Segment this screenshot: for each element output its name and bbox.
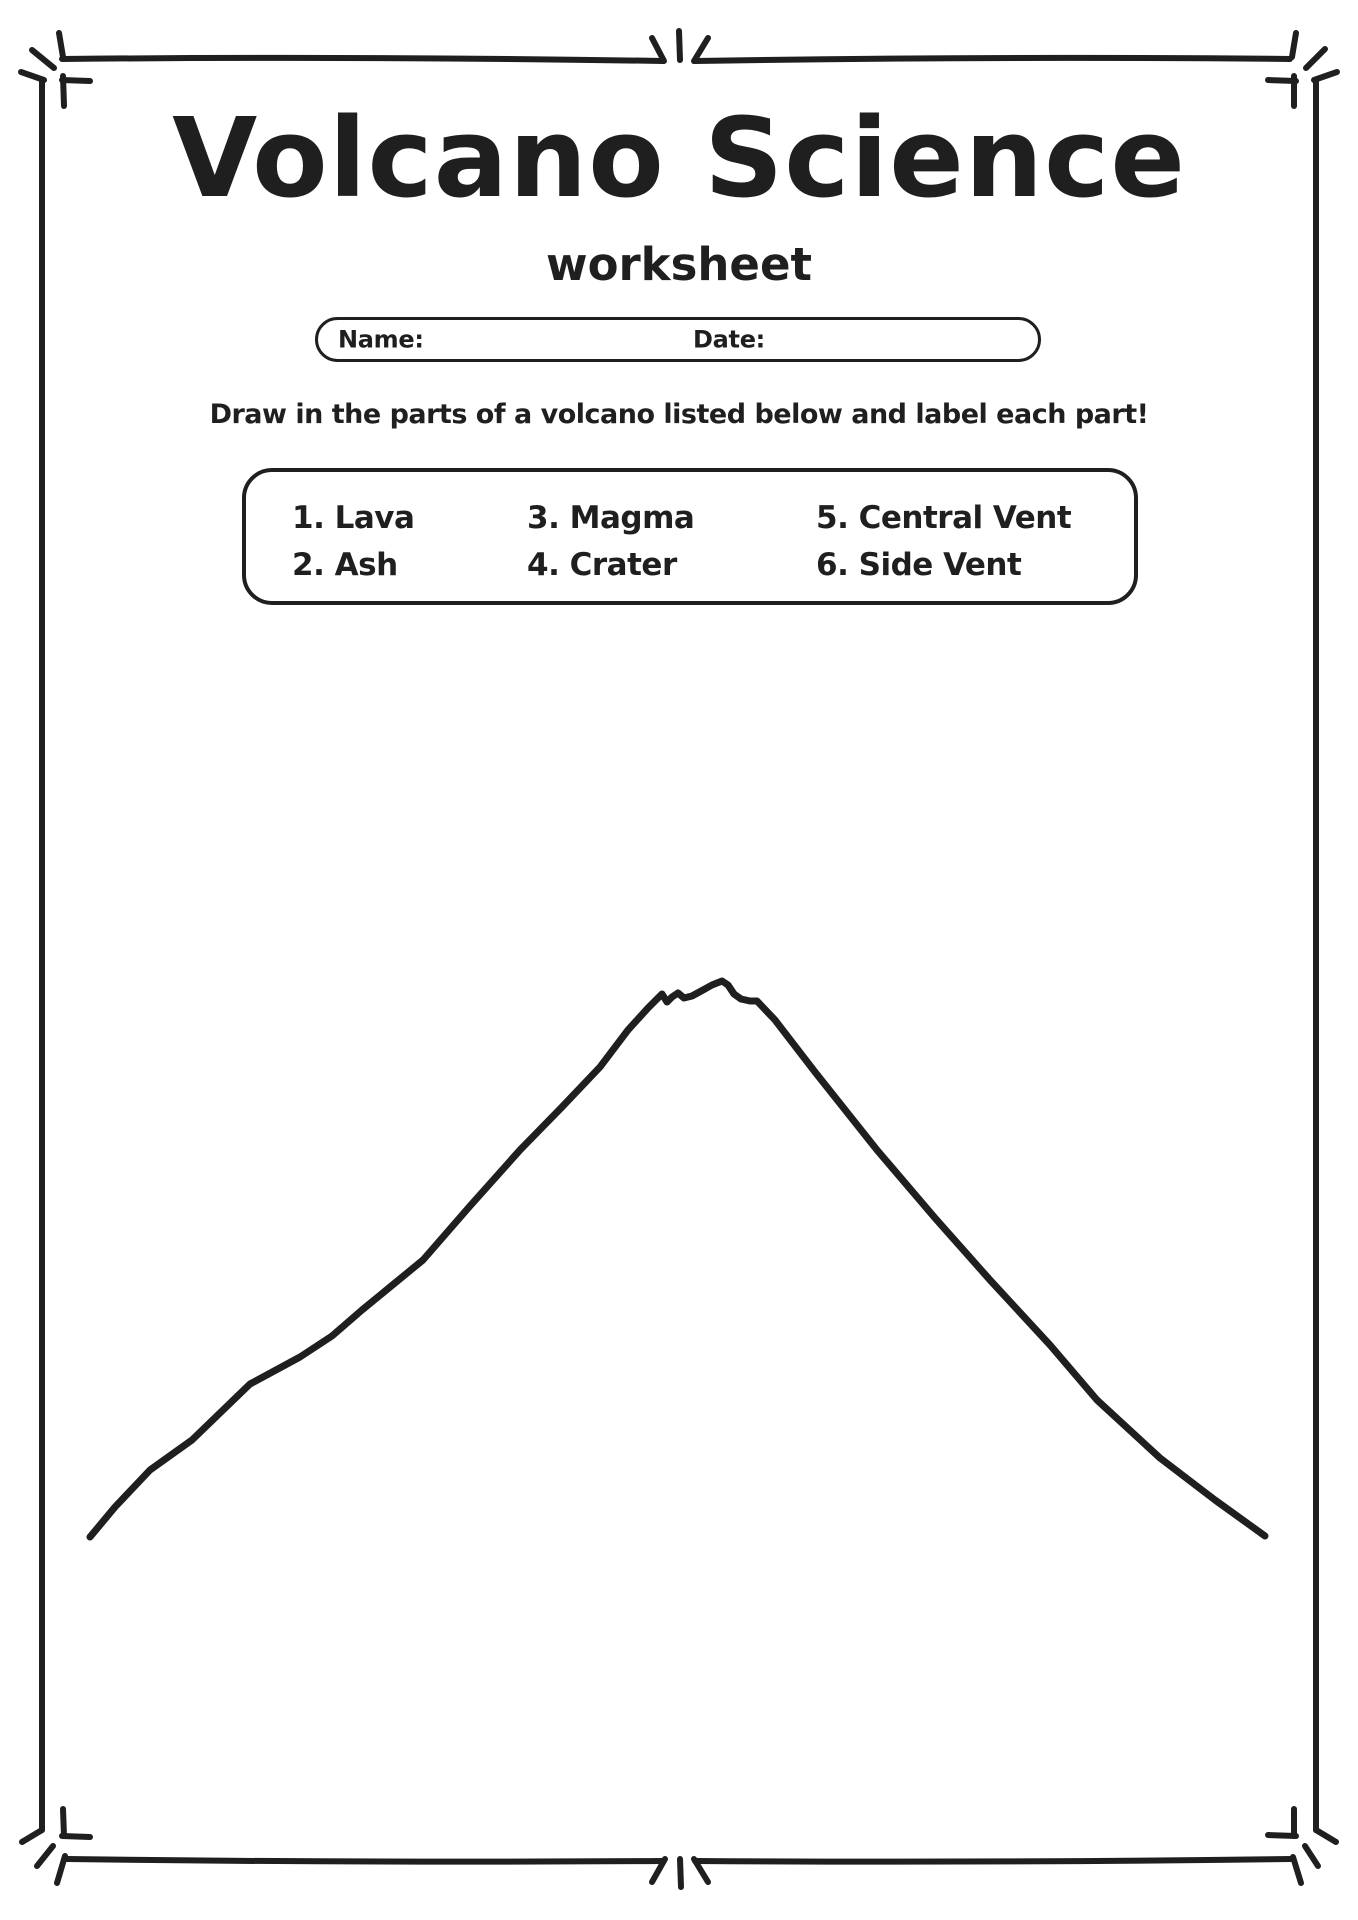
- word-bank-column: [816, 495, 1071, 589]
- name-date-field: [315, 317, 1041, 362]
- decorative-border-lines: [21, 31, 1337, 1887]
- page-title: Volcano Science: [172, 94, 1186, 222]
- name-label: Name:: [338, 324, 424, 353]
- word-bank-item: 5. Central Vent: [816, 500, 1072, 536]
- word-bank-item: 6. Side Vent: [816, 547, 1022, 583]
- date-label: Date:: [693, 324, 765, 353]
- word-bank-item: 2. Ash: [292, 547, 398, 583]
- page-subtitle: worksheet: [546, 238, 812, 291]
- word-bank-column: [292, 495, 414, 589]
- word-bank-item: 4. Crater: [527, 547, 677, 583]
- word-bank-item: 3. Magma: [527, 500, 695, 536]
- word-bank-box: [242, 468, 1138, 605]
- word-bank-column: [527, 495, 694, 589]
- word-bank-item: 1. Lava: [292, 500, 415, 536]
- instruction-text: Draw in the parts of a volcano listed below and label each part!: [209, 399, 1149, 430]
- volcano-outline-path: [90, 981, 1265, 1537]
